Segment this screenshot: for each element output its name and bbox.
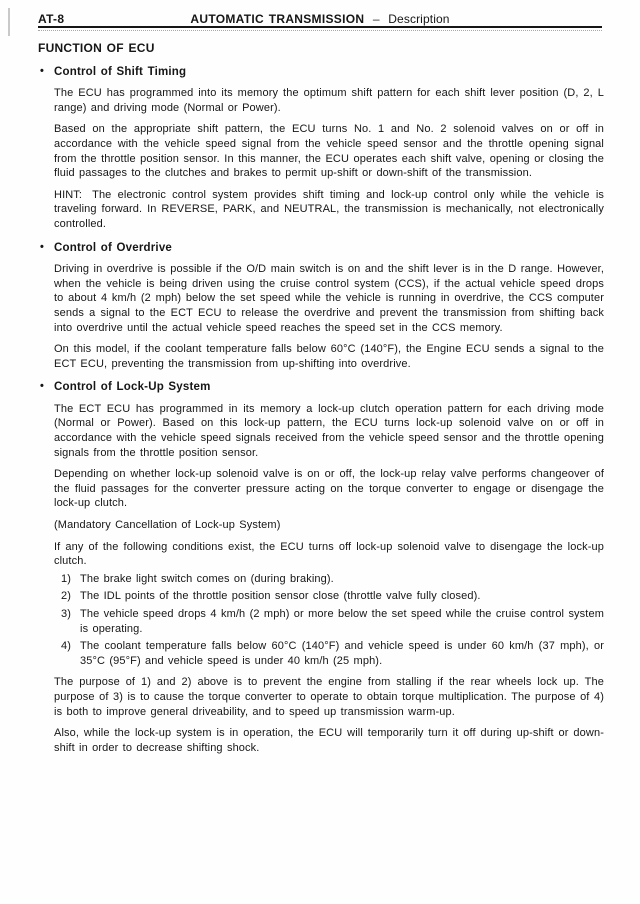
- list-marker: 1): [61, 572, 72, 585]
- list-item-text: The IDL points of the throttle position sensor close (throttle valve fully closed).: [80, 590, 481, 603]
- scan-artifact: [8, 8, 10, 36]
- section-heading-label: Control of Lock-Up System: [54, 381, 211, 394]
- section-heading-label: Control of Overdrive: [54, 241, 173, 254]
- paragraph: Driving in overdrive is possible if the O/D main switch is on and the shift lever is in the D range. However, when the vehicle is being driven using the cruise control system (CCS), if the actual vehicle speed drops to about 4 km/h (2 mph) below the set speed while the vehicle is running in overdrive, the CCS computer sends a signal to the ECT ECU to release the overdrive and prevent the transmission from shifting back into overdrive until the actual vehicle speed reaches the speed set in the CCS memory.: [54, 263, 604, 334]
- paragraph: Based on the appropriate shift pattern, the ECU turns No. 1 and No. 2 solenoid valves on or off in accordance with the vehicle speed signal from the vehicle speed sensor and the throttle opening signal from the throttle position sensor. In this manner, the ECU operates each shift valve, opening or closing the fluid passages to the clutches and brakes to permit up-shift or down-shift of the transmission.: [54, 123, 604, 180]
- chapter-title: AUTOMATIC TRANSMISSION: [190, 12, 365, 26]
- section-heading-label: Control of Shift Timing: [54, 65, 187, 78]
- list-item: [54, 607, 604, 636]
- paragraph: The ECU has programmed into its memory the optimum shift pattern for each shift lever position (D, 2, L range) and driving mode (Normal or Power).: [54, 87, 604, 114]
- paragraph: On this model, if the coolant temperature falls below 60°C (140°F), the Engine ECU sends a signal to the ECT ECU, preventing the transmission from up-shifting into overdrive.: [54, 343, 604, 370]
- header-separator: –: [372, 12, 380, 26]
- section-heading-overdrive: [40, 240, 604, 256]
- section-heading-shift-timing: [40, 64, 604, 80]
- note-paragraph: (Mandatory Cancellation of Lock-up System): [54, 519, 281, 532]
- bullet-icon: •: [40, 380, 45, 393]
- list-item: [54, 589, 604, 604]
- bullet-icon: •: [40, 64, 45, 77]
- list-item: [54, 572, 604, 587]
- list-marker: 4): [61, 640, 72, 653]
- list-item: [54, 639, 604, 668]
- list-item-text: The brake light switch comes on (during braking).: [80, 572, 334, 585]
- hint-text: The electronic control system provides shift timing and lock-up control only while the vehicle is traveling forward. In REVERSE, PARK, and NEUTRAL, the transmission is mechanically, not electronically controlled.: [54, 188, 604, 230]
- running-header: [38, 12, 602, 28]
- header-title: [38, 12, 602, 27]
- section-heading-lockup: [40, 380, 604, 395]
- list-marker: 3): [61, 608, 72, 620]
- paragraph: Also, while the lock-up system is in operation, the ECU will temporarily turn it off during up-shift or down-shift in order to decrease shifting shock.: [54, 727, 604, 754]
- paragraph: The ECT ECU has programmed in its memory a lock-up clutch operation pattern for each driving mode (Normal or Power). Based on this lock-up pattern, the ECU turns lock-up solenoid valve on or off in accordance with the vehicle speed signals received from the vehicle speed sensor and the throttle opening signals from the throttle position sensor.: [54, 402, 604, 459]
- paragraph: Depending on whether lock-up solenoid valve is on or off, the lock-up relay valve performs changeover of the fluid passages for the converter pressure acting on the torque converter to engage or disengage the lock-up clutch.: [54, 468, 604, 510]
- page-number: AT-8: [38, 12, 65, 26]
- paragraph: If any of the following conditions exist, the ECU turns off lock-up solenoid valve to disengage the lock-up clutch.: [54, 540, 604, 568]
- page-title: FUNCTION OF ECU: [38, 41, 155, 55]
- list-marker: 2): [61, 590, 72, 603]
- bullet-icon: •: [40, 240, 45, 253]
- hint-paragraph: [54, 188, 604, 232]
- cancellation-conditions-list: [54, 572, 604, 669]
- page-content: [38, 41, 604, 755]
- list-item-text: The coolant temperature falls below 60°C (140°F) and vehicle speed is under 60 km/h (37 mph), or 35°C (95°F) and vehicle speed is under 40 km/h (25 mph).: [80, 640, 604, 667]
- hint-label: HINT:: [54, 188, 83, 201]
- list-item-text: The vehicle speed drops 4 km/h (2 mph) or more below the set speed while the cruise control system is operating.: [80, 608, 604, 635]
- paragraph: The purpose of 1) and 2) above is to prevent the engine from stalling if the rear wheels lock up. The purpose of 3) is to cause the torque converter to operate to obtain torque multiplication. The purpose of 4) is both to improve general driveability, and to speed up transmission warm-up.: [54, 676, 604, 718]
- header-section-name: Description: [388, 12, 450, 26]
